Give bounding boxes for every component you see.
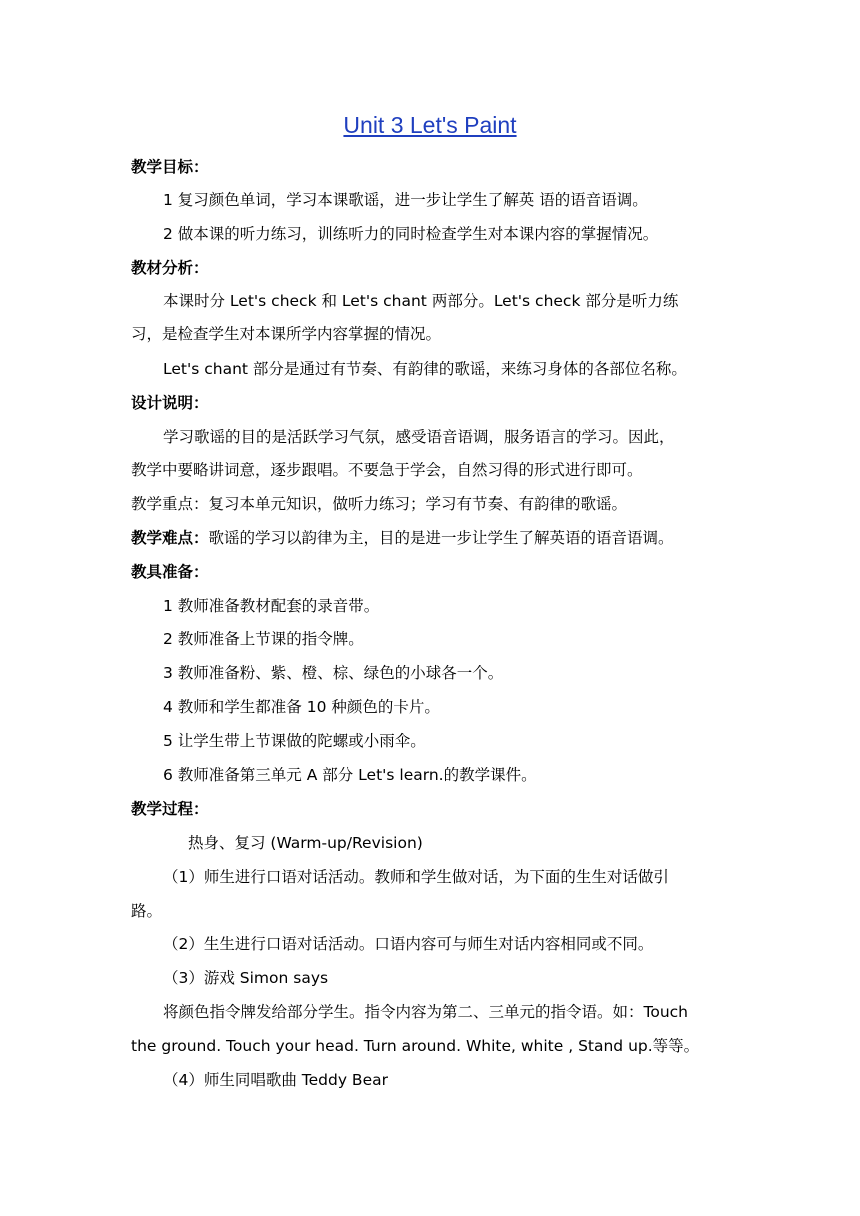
prep-heading: 教具准备：: [131, 563, 209, 581]
difficult-points: [131, 527, 731, 549]
prep-item: 3 教师准备粉、紫、橙、棕、绿色的小球各一个。: [163, 664, 504, 682]
step-3-description: 将颜色指令牌发给部分学生。指令内容为第二、三单元的指令语。如：Touch: [163, 1003, 688, 1021]
difficult-label: 教学难点：: [131, 529, 209, 547]
process-heading: 教学过程：: [131, 800, 209, 818]
step-2: （2）生生进行口语对话活动。口语内容可与师生对话内容相同或不同。: [163, 935, 654, 953]
step-4: （4）师生同唱歌曲 Teddy Bear: [163, 1071, 388, 1089]
design-paragraph-cont: 教学中要略讲词意，逐步跟唱。不要急于学会，自然习得的形式进行即可。: [131, 461, 643, 479]
goal-item: 2 做本课的听力练习，训练听力的同时检查学生对本课内容的掌握情况。: [163, 225, 659, 243]
step-3: （3）游戏 Simon says: [163, 969, 329, 987]
page-title[interactable]: Unit 3 Let's Paint: [343, 112, 517, 138]
prep-item: 2 教师准备上节课的指令牌。: [163, 630, 364, 648]
prep-item: 6 教师准备第三单元 A 部分 Let's learn.的教学课件。: [163, 766, 537, 784]
analysis-paragraph-1-cont: 习，是检查学生对本课所学内容掌握的情况。: [131, 325, 442, 343]
step-1-cont: 路。: [131, 902, 163, 920]
prep-item: 4 教师和学生都准备 10 种颜色的卡片。: [163, 698, 440, 716]
warmup-title: 热身、复习 (Warm-up/Revision): [188, 834, 423, 852]
prep-item: 1 教师准备教材配套的录音带。: [163, 597, 380, 615]
analysis-paragraph-2: Let's chant 部分是通过有节奏、有韵律的歌谣，来练习身体的各部位名称。: [163, 360, 687, 378]
step-1: （1）师生进行口语对话活动。教师和学生做对话，为下面的生生对话做引: [163, 868, 669, 886]
goals-heading: 教学目标：: [131, 158, 209, 176]
design-heading: 设计说明：: [131, 394, 209, 412]
difficult-text: 歌谣的学习以韵律为主，目的是进一步让学生了解英语的语音语调。: [208, 529, 674, 547]
design-paragraph: 学习歌谣的目的是活跃学习气氛，感受语音语调，服务语言的学习。因此，: [163, 428, 675, 446]
analysis-heading: 教材分析：: [131, 259, 209, 277]
prep-item: 5 让学生带上节课做的陀螺或小雨伞。: [163, 732, 426, 750]
analysis-paragraph-1: 本课时分 Let's check 和 Let's chant 两部分。Let's check 部分是听力练: [163, 292, 679, 310]
key-points: 教学重点：复习本单元知识，做听力练习；学习有节奏、有韵律的歌谣。: [131, 495, 628, 513]
step-3-description-cont: the ground. Touch your head. Turn around. White, white , Stand up.等等。: [131, 1037, 700, 1055]
goal-item: 1 复习颜色单词，学习本课歌谣，进一步让学生了解英 语的语音语调。: [163, 191, 648, 209]
